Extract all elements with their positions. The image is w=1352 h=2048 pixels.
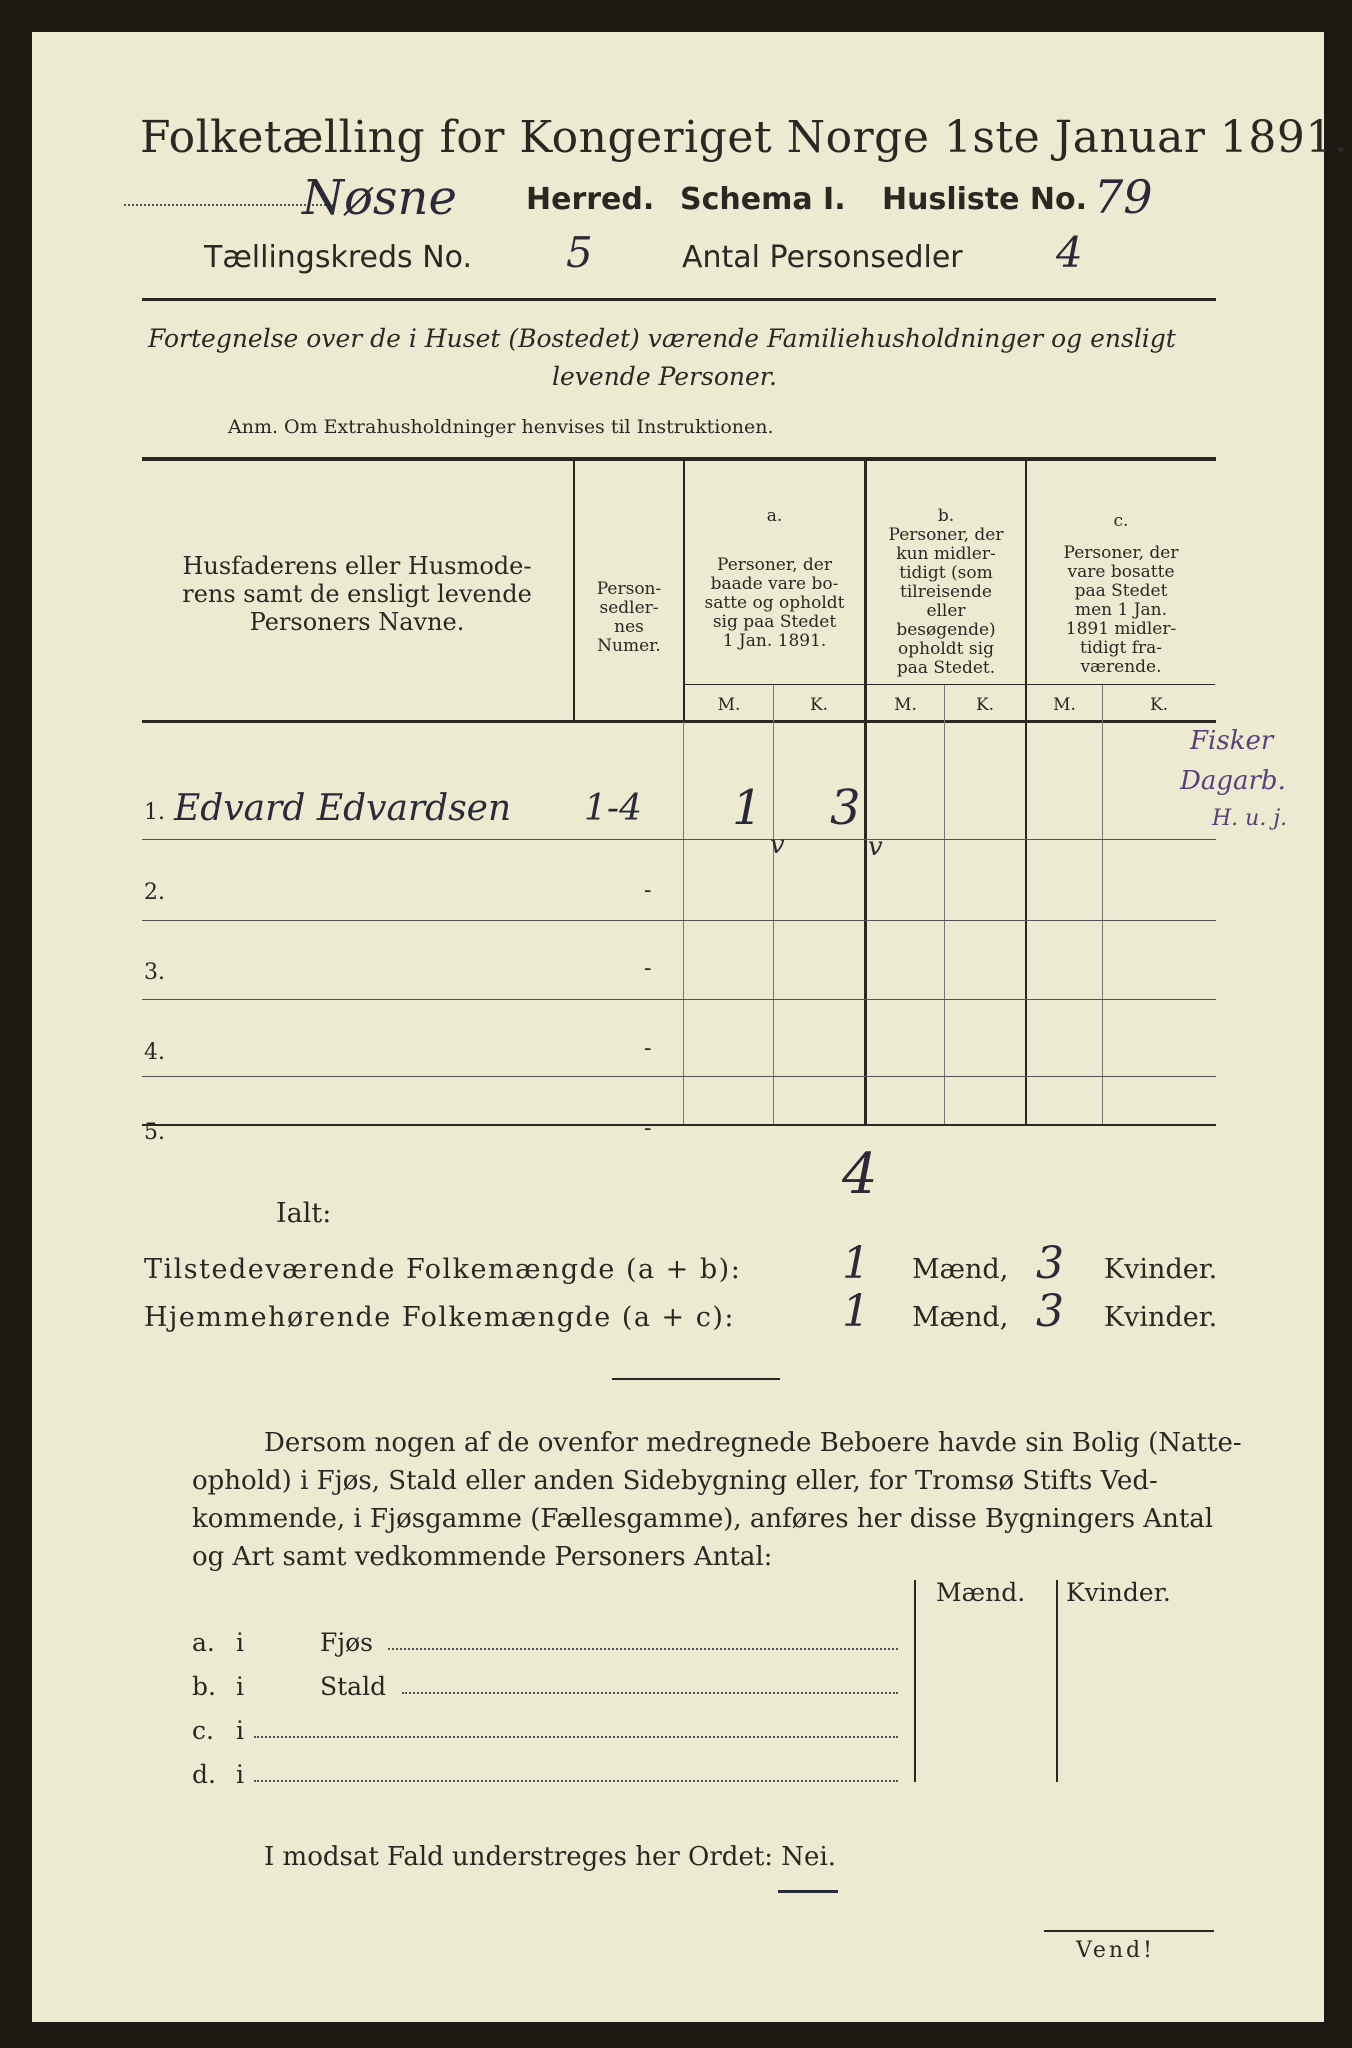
row-rule-2: [142, 920, 1216, 921]
col-names-line-1: Husfaderens eller Husmode-: [182, 552, 532, 580]
col-names-line-2: rens samt de ensligt levende: [182, 580, 532, 608]
mk-a-m: M.: [717, 695, 741, 715]
col-a-line-1: Personer, der: [717, 555, 832, 575]
schema-label: Schema I.: [680, 182, 846, 217]
table-bottom-rule: [142, 1124, 1216, 1126]
para-line-2: ophold) i Fjøs, Stald eller anden Sidebygning eller, for Tromsø Stifts Ved-: [192, 1466, 1158, 1496]
row-3-numer: -: [644, 956, 652, 981]
item-d-letter: d.: [192, 1760, 216, 1789]
col-names-line-3: Personers Navne.: [249, 608, 465, 636]
col-c-line-1: Personer, der: [1063, 543, 1179, 563]
col-c-line-5: 1891 midler-: [1065, 619, 1177, 639]
table-row-number: 3.: [144, 960, 165, 985]
vend-rule: [1044, 1930, 1214, 1932]
row-rule-3: [142, 999, 1216, 1000]
col-c-line-3: paa Stedet: [1074, 581, 1168, 601]
hjem-kvinder: Kvinder.: [1104, 1302, 1218, 1333]
item-a-letter: a.: [192, 1628, 215, 1657]
item-d-i: i: [236, 1760, 244, 1789]
kreds-label: Tællingskreds No.: [204, 240, 472, 275]
table-row-number: 1.: [144, 800, 165, 825]
herred-value: Nøsne: [302, 170, 457, 226]
mk-c-k: K.: [1149, 695, 1169, 715]
census-form-page: [32, 32, 1349, 2022]
col-b-line-2: kun midler-: [896, 544, 996, 564]
col-c-line-7: værende.: [1080, 657, 1162, 677]
col-numer-line-2: sedler-: [599, 598, 659, 618]
mk-b-m: M.: [894, 695, 917, 715]
herred-label: Herred.: [526, 182, 655, 217]
header-rule: [142, 298, 1216, 301]
antal-label: Antal Personsedler: [682, 240, 963, 275]
col-numer-header: [575, 580, 683, 656]
margin-note-2: Dagarb.: [1180, 766, 1286, 796]
col-c-line-4: men 1 Jan.: [1074, 600, 1168, 620]
col-b-line-7: opholdt sig: [898, 639, 994, 659]
hjem-maend: Mænd,: [912, 1302, 1009, 1333]
para-line-1: Dersom nogen af de ovenfor medregnede Beboere havde sin Bolig (Natte-: [264, 1428, 1242, 1458]
bottom-col-maend: Mænd.: [936, 1578, 1026, 1607]
table-row-number: 4.: [144, 1040, 165, 1065]
col-b-line-8: paa Stedet.: [896, 658, 996, 678]
nei-underline: [778, 1890, 838, 1893]
bottom-col-divider-1: [914, 1580, 916, 1782]
col-a-letter: a.: [766, 506, 783, 526]
modsat-line: I modsat Fald understreges her Ordet: Nei.: [264, 1842, 837, 1872]
table-top-rule: [142, 457, 1216, 461]
col-b-letter: b.: [937, 506, 955, 526]
para-line-4: og Art samt vedkommende Personers Antal:: [192, 1542, 773, 1572]
hjem-m: 1: [842, 1286, 870, 1337]
col-a-line-2: baade vare bo-: [710, 574, 839, 594]
col-b-line-3: tidigt (som: [899, 563, 993, 583]
col-c-letter: c.: [1113, 511, 1129, 531]
item-c-i: i: [236, 1716, 244, 1745]
row-1-a-k: 3: [830, 780, 861, 836]
tilst-m: 1: [842, 1238, 870, 1289]
table-row-number: 5.: [144, 1120, 165, 1145]
col-b-line-5: eller: [926, 601, 966, 621]
col-numer-line-1: Person-: [596, 579, 662, 599]
item-b-dots: [402, 1692, 898, 1694]
intro-line-2: levende Personer.: [552, 362, 777, 391]
hjem-label: Hjemmehørende Folkemængde (a + c):: [144, 1302, 735, 1333]
col-a-line-5: 1 Jan. 1891.: [722, 631, 827, 651]
tilst-maend: Mænd,: [912, 1254, 1009, 1285]
para-line-3: kommende, i Fjøsgamme (Fællesgamme), anføres her disse Bygningers Antal: [192, 1504, 1214, 1534]
husliste-value: 79: [1094, 170, 1153, 224]
separator-rule: [612, 1378, 780, 1380]
tilst-kvinder: Kvinder.: [1104, 1254, 1218, 1285]
intro-line-1: Fortegnelse over de i Huset (Bostedet) værende Familiehusholdninger og ensligt: [148, 324, 1176, 353]
item-c-letter: c.: [192, 1716, 214, 1745]
margin-note-1: Fisker: [1190, 726, 1274, 756]
col-a-header: [685, 556, 864, 651]
col-a-split: [773, 684, 774, 1124]
row-1-name: Edvard Edvardsen: [174, 788, 512, 829]
row-1-a-m: 1: [732, 780, 763, 836]
row-4-numer: -: [644, 1036, 652, 1061]
item-c-dots: [254, 1736, 898, 1738]
husliste-label: Husliste No.: [882, 182, 1087, 217]
hjem-k: 3: [1036, 1286, 1064, 1337]
ialt-value: 4: [842, 1142, 878, 1207]
bottom-col-kvinder: Kvinder.: [1066, 1578, 1171, 1607]
row-1-check-m: v: [770, 830, 785, 860]
table-header-rule: [142, 720, 1216, 723]
anm-note: Anm. Om Extrahusholdninger henvises til Instruktionen.: [228, 416, 774, 438]
table-row-number: 2.: [144, 880, 165, 905]
col-divider-2b: [683, 722, 684, 1124]
col-b-split: [944, 684, 945, 1124]
row-rule-1: [142, 839, 1216, 840]
row-5-numer: -: [644, 1116, 652, 1141]
col-b-line-4: tilreisende: [899, 582, 992, 602]
col-b-header: [867, 526, 1025, 678]
col-c-header: [1027, 544, 1215, 677]
col-a-line-4: sig paa Stedet: [712, 612, 837, 632]
col-b-line-1: Personer, der: [888, 525, 1004, 545]
tilst-label: Tilstedeværende Folkemængde (a + b):: [144, 1254, 742, 1285]
row-rule-4: [142, 1076, 1216, 1077]
col-c-split: [1102, 684, 1103, 1124]
item-b-label: Stald: [320, 1672, 387, 1701]
kreds-value: 5: [566, 228, 593, 277]
mk-c-m: M.: [1053, 695, 1076, 715]
mk-rule: [683, 684, 1215, 685]
item-a-dots: [388, 1648, 898, 1650]
col-numer-line-4: Numer.: [597, 636, 661, 656]
antal-value: 4: [1056, 228, 1083, 277]
item-a-label: Fjøs: [320, 1628, 373, 1657]
margin-note-3: H. u. j.: [1212, 806, 1288, 831]
item-b-letter: b.: [192, 1672, 216, 1701]
mk-a-k: K.: [809, 695, 829, 715]
col-a-line-3: satte og opholdt: [704, 593, 845, 613]
mk-b-k: K.: [975, 695, 995, 715]
item-d-dots: [254, 1780, 898, 1782]
col-names-header: [142, 552, 572, 636]
form-title: Folketælling for Kongeriget Norge 1ste Januar 1891.: [140, 112, 1349, 163]
col-numer-line-3: nes: [614, 617, 644, 637]
col-c-line-2: vare bosatte: [1067, 562, 1175, 582]
bottom-col-divider-2: [1056, 1580, 1058, 1782]
col-c-line-6: tidigt fra-: [1079, 638, 1162, 658]
col-b-line-6: besøgende): [896, 620, 996, 640]
row-1-numer: 1-4: [584, 788, 642, 829]
item-b-i: i: [236, 1672, 244, 1701]
row-1-check-k: v: [868, 832, 883, 862]
tilst-k: 3: [1036, 1238, 1064, 1289]
vend-label: Vend!: [1076, 1938, 1155, 1963]
row-2-numer: -: [644, 878, 652, 903]
ialt-label: Ialt:: [276, 1198, 332, 1229]
item-a-i: i: [236, 1628, 244, 1657]
